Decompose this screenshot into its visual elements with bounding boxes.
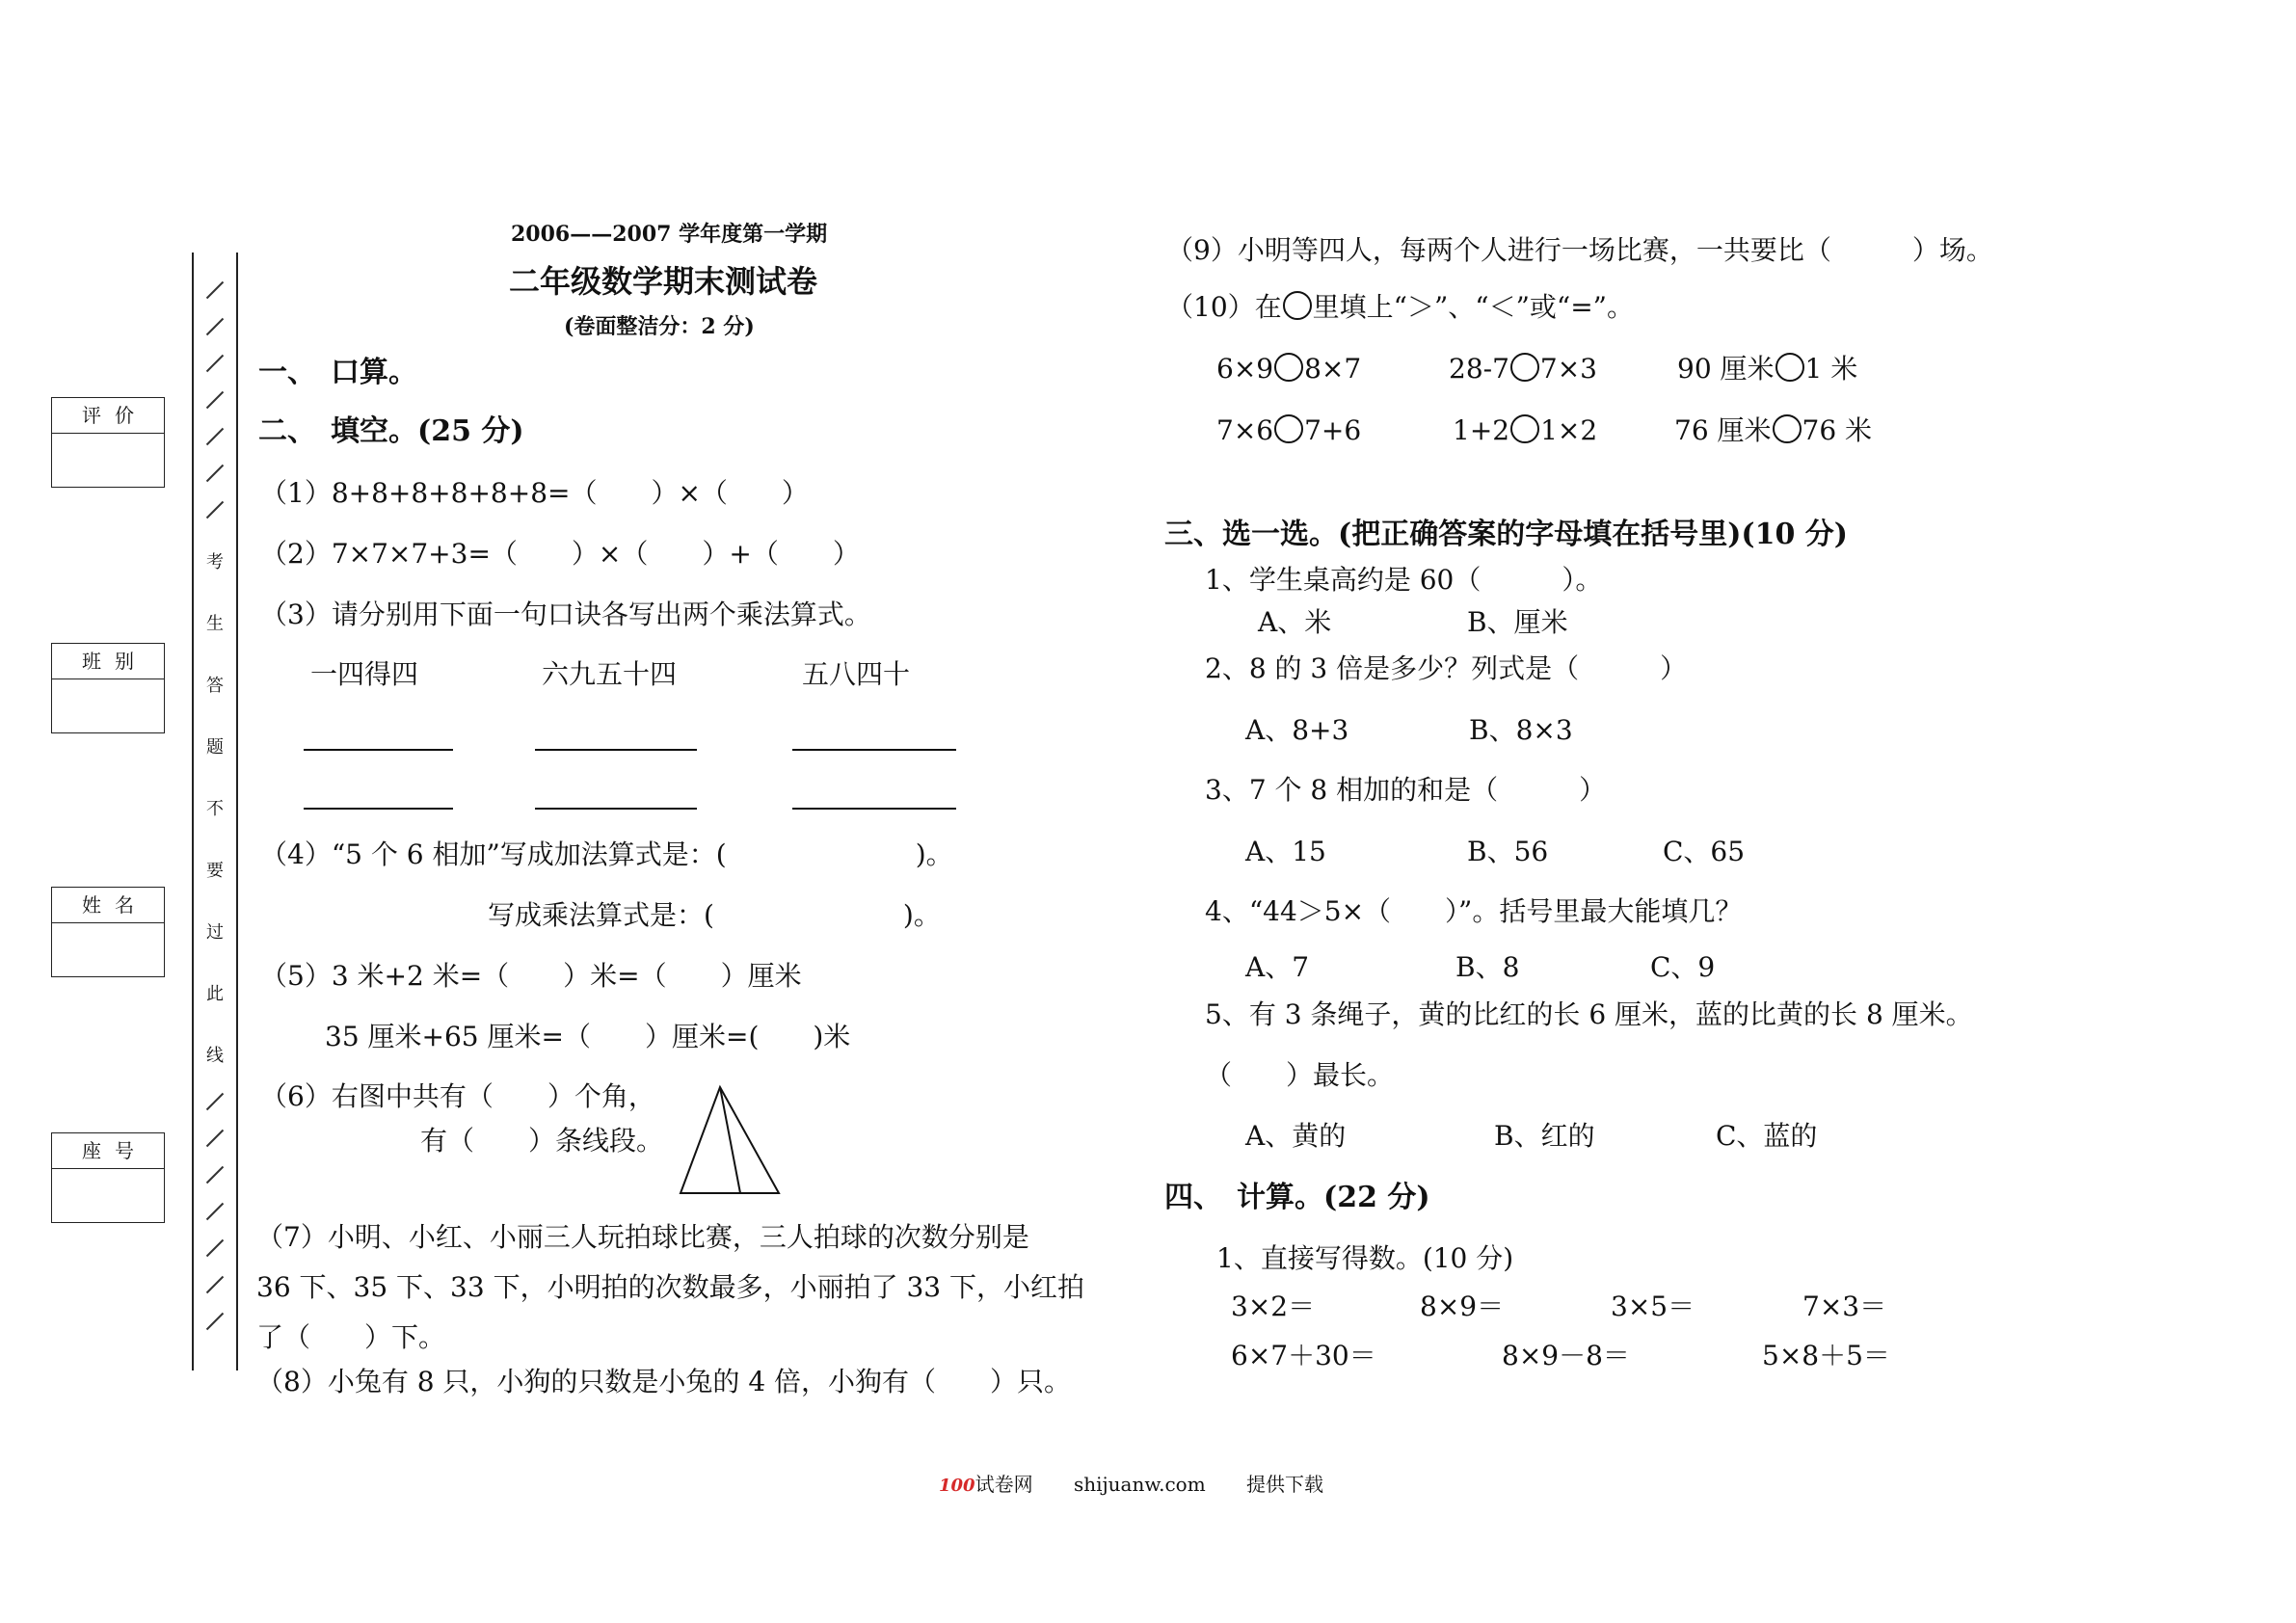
q3-5a: 5、有 3 条绳子，黄的比红的长 6 厘米，蓝的比黄的长 8 厘米。	[1205, 998, 1973, 1030]
q3-2: 2、8 的 3 倍是多少？列式是（ ）	[1205, 652, 1688, 684]
q3-1-opt-b[interactable]: B、厘米	[1467, 606, 1568, 638]
compare-item: 76 厘米 76 米	[1674, 414, 1873, 446]
dash-mark	[206, 1239, 224, 1257]
box-label: 姓名	[52, 888, 164, 923]
q2-5a: （5）3 米+2 米=（ ）米=（ ）厘米	[260, 960, 802, 992]
rhyme-2: 六九五十四	[542, 658, 678, 690]
compare-circle-icon	[1283, 291, 1312, 320]
dash-mark	[206, 1130, 224, 1147]
q3-4: 4、“44＞5×（ ）”。括号里最大能填几？	[1205, 895, 1743, 927]
exam-term: 2006——2007 学年度第一学期	[511, 222, 828, 247]
q4-1: 1、直接写得数。(10 分)	[1216, 1242, 1514, 1274]
q3-5b: （ ）最长。	[1205, 1059, 1395, 1091]
name-box	[51, 887, 165, 977]
q3-3: 3、7 个 8 相加的和是（ ）	[1205, 774, 1607, 806]
compare-circle-icon[interactable]	[1773, 414, 1802, 443]
dash-mark	[206, 1276, 224, 1293]
notice-char: 过	[206, 922, 224, 943]
q3-1: 1、学生桌高约是 60（ ）。	[1205, 564, 1603, 596]
binding-line-right	[236, 253, 238, 1370]
answer-blank[interactable]	[304, 808, 453, 810]
q3-4-opt-b[interactable]: B、8	[1455, 951, 1520, 983]
compare-item: 6×9 8×7	[1216, 353, 1362, 385]
q2-6a: （6）右图中共有（ ）个角，	[260, 1080, 655, 1112]
compare-circle-icon[interactable]	[1510, 353, 1539, 382]
compare-item: 1+2 1×2	[1453, 414, 1598, 446]
score-box	[51, 397, 165, 488]
calc-item[interactable]: 7×3＝	[1802, 1290, 1887, 1322]
dash-mark	[206, 465, 224, 482]
q3-5-opt-c[interactable]: C、蓝的	[1716, 1120, 1818, 1152]
box-label: 班别	[52, 644, 164, 679]
section-4-title: 四、 计算。(22 分)	[1164, 1181, 1430, 1214]
q2-4a: （4）“5 个 6 相加”写成加法算式是：( )。	[260, 838, 953, 870]
rhyme-3: 五八四十	[802, 658, 911, 690]
answer-blank[interactable]	[535, 749, 697, 751]
dash-mark	[206, 1166, 224, 1184]
section-3-title: 三、选一选。(把正确答案的字母填在括号里)(10 分)	[1164, 518, 1848, 551]
triangle-figure	[675, 1081, 783, 1197]
compare-item: 28-7 7×3	[1449, 353, 1597, 385]
calc-item[interactable]: 3×2＝	[1231, 1290, 1316, 1322]
compare-circle-icon[interactable]	[1274, 414, 1303, 443]
q3-3-opt-c[interactable]: C、65	[1663, 836, 1746, 867]
q2-5b: 35 厘米+65 厘米=（ ）厘米=( )米	[325, 1021, 851, 1052]
box-label: 评价	[52, 398, 164, 434]
calc-item[interactable]: 8×9－8＝	[1502, 1340, 1630, 1371]
q2-7-line2: 36 下、35 下、33 下，小明拍的次数最多，小丽拍了 33 下，小红拍	[256, 1271, 1085, 1303]
q2-7-line1: （7）小明、小红、小丽三人玩拍球比赛，三人拍球的次数分别是	[256, 1221, 1029, 1253]
answer-blank[interactable]	[792, 749, 956, 751]
box-label: 座号	[52, 1133, 164, 1169]
compare-item: 90 厘米 1 米	[1677, 353, 1858, 385]
q3-3-opt-a[interactable]: A、15	[1245, 836, 1326, 867]
q2-7-line3: 了（ ）下。	[256, 1321, 446, 1353]
class-box	[51, 643, 165, 733]
notice-char: 不	[206, 799, 224, 819]
calc-item[interactable]: 3×5＝	[1611, 1290, 1695, 1322]
dash-mark	[206, 501, 224, 519]
notice-char: 题	[206, 737, 224, 758]
q2-3: （3）请分别用下面一句口诀各写出两个乘法算式。	[260, 599, 871, 630]
q2-10-pre: （10）在	[1166, 291, 1282, 323]
q3-4-opt-a[interactable]: A、7	[1245, 951, 1310, 983]
seat-box	[51, 1132, 165, 1223]
notice-char: 答	[206, 676, 224, 696]
q2-10	[1166, 291, 1634, 321]
notice-char: 要	[206, 861, 224, 881]
dash-mark	[206, 355, 224, 372]
dash-mark	[206, 1313, 224, 1330]
section-2-title: 二、 填空。(25 分)	[258, 414, 524, 448]
q3-1-opt-a[interactable]: A、米	[1258, 606, 1332, 638]
compare-circle-icon[interactable]	[1510, 414, 1539, 443]
q2-10-post: 里填上“＞”、“＜”或“=”。	[1312, 291, 1634, 323]
calc-item[interactable]: 6×7＋30＝	[1231, 1340, 1376, 1371]
answer-blank[interactable]	[535, 808, 697, 810]
q2-8: （8）小兔有 8 只，小狗的只数是小兔的 4 倍，小狗有（ ）只。	[256, 1366, 1072, 1397]
dash-mark	[206, 281, 224, 299]
section-1-title: 一、 口算。	[258, 356, 417, 389]
dash-mark	[206, 391, 224, 409]
q3-5-opt-b[interactable]: B、红的	[1494, 1120, 1595, 1152]
notice-char: 生	[206, 614, 224, 634]
q2-2: （2）7×7×7+3=（ ）×（ ）+（ ）	[260, 538, 860, 570]
q2-6b: 有（ ）条线段。	[420, 1125, 664, 1157]
compare-item: 7×6 7+6	[1216, 414, 1362, 446]
exam-title: 二年级数学期末测试卷	[509, 263, 818, 300]
dash-mark	[206, 318, 224, 335]
q2-9: （9）小明等四人，每两个人进行一场比赛，一共要比（ ）场。	[1166, 234, 1993, 266]
answer-blank[interactable]	[792, 808, 956, 810]
footer	[939, 1475, 1323, 1495]
answer-blank[interactable]	[304, 749, 453, 751]
notice-char: 考	[206, 552, 224, 572]
rhyme-1: 一四得四	[310, 658, 419, 690]
site-url[interactable]: shijuanw.com	[1073, 1473, 1206, 1496]
q3-3-opt-b[interactable]: B、56	[1467, 836, 1549, 867]
site-logo: 100	[939, 1476, 975, 1496]
q3-2-opt-a[interactable]: A、8+3	[1245, 714, 1349, 746]
q3-2-opt-b[interactable]: B、8×3	[1469, 714, 1573, 746]
site-name: 试卷网	[974, 1473, 1033, 1496]
calc-item[interactable]: 5×8＋5＝	[1762, 1340, 1890, 1371]
calc-item[interactable]: 8×9＝	[1420, 1290, 1505, 1322]
compare-circle-icon[interactable]	[1274, 353, 1303, 382]
dash-mark	[206, 1203, 224, 1220]
neatness-note: (卷面整洁分：2 分)	[564, 314, 755, 339]
dash-mark	[206, 1093, 224, 1110]
q2-1: （1）8+8+8+8+8+8=（ ）×（ ）	[260, 477, 809, 509]
q3-4-opt-c[interactable]: C、9	[1650, 951, 1716, 983]
compare-circle-icon[interactable]	[1775, 353, 1804, 382]
binding-line-left	[192, 253, 194, 1370]
q3-5-opt-a[interactable]: A、黄的	[1245, 1120, 1347, 1152]
q2-4b: 写成乘法算式是：( )。	[488, 899, 941, 931]
footer-note: 提供下载	[1246, 1473, 1324, 1496]
notice-char: 此	[206, 984, 224, 1004]
notice-char: 线	[206, 1046, 224, 1066]
dash-mark	[206, 428, 224, 445]
